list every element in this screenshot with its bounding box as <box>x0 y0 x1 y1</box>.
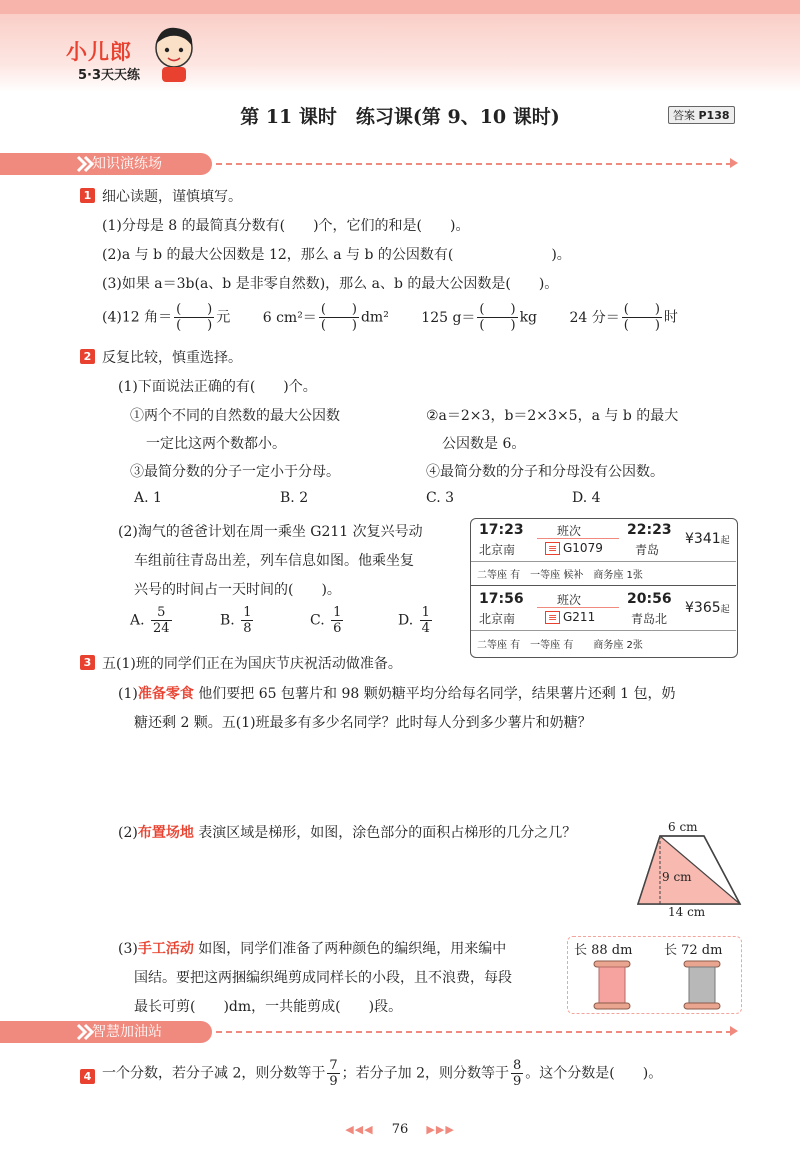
lesson-title: 第 11 课时 练习课(第 9、10 课时) <box>240 106 560 128</box>
question-number-4: 4 <box>80 1069 95 1084</box>
q1-heading: 细心读题，谨慎填写。 <box>102 189 242 205</box>
section-header-wisdom: 智慧加油站 <box>0 1021 212 1043</box>
q3-part3-line3: 最长可剪( )dm，一共能剪成( )段。 <box>134 999 403 1015</box>
question-number-1: 1 <box>80 188 95 203</box>
page-number: 76 <box>391 1122 409 1137</box>
blank-fraction[interactable]: $\frac{( )}{( )}$ <box>479 302 516 333</box>
ticket2-price: ¥365起 <box>685 600 730 616</box>
q3-part1-line2: 糖还剩 2 颗。五(1)班最多有多少名同学？此时每人分到多少薯片和奶糖？ <box>134 715 592 731</box>
section-header-knowledge: 知识演练场 <box>0 153 212 175</box>
statement-1a: ①两个不同的自然数的最大公因数 <box>130 408 340 424</box>
option-b-fraction[interactable]: B. $\frac{1}{8}$ <box>220 605 252 636</box>
q1-part3: (3)如果 a＝3b(a、b 是非零自然数)，那么 a、b 的最大公因数是( )。 <box>102 276 559 292</box>
answer-reference <box>668 106 735 124</box>
ticket2-dep-station: 北京南 <box>479 612 516 626</box>
tag-venue: 布置场地 <box>137 825 194 841</box>
ticket2-dep-time: 17:56 <box>479 591 524 607</box>
option-a-fraction[interactable]: A. $\frac{5}{24}$ <box>130 605 170 636</box>
q2-part2-line2: 车组前往青岛出差，列车信息如图。他乘坐复 <box>134 553 414 569</box>
question-number-3: 3 <box>80 655 95 670</box>
question-number-2: 2 <box>80 349 95 364</box>
answer-page: P138 <box>698 109 730 122</box>
arrow-line <box>537 538 619 539</box>
statement-4: ④最简分数的分子和分母没有公因数。 <box>426 464 664 480</box>
ticket2-arr-station: 青岛北 <box>631 612 668 626</box>
q2-part2-line3: 兴号的时间占一天时间的( )。 <box>134 582 341 598</box>
ticket1-banci: 班次 <box>557 524 582 538</box>
q1-part4: (4)12 角＝ $\frac{( )}{( )}$ 元 6 cm²＝ $\frac{( )}{( )}$ dm² 125 g＝ $\frac{( )}{( )}$ kg 24 分＝ $\frac{( )}{( )}$ 时 <box>102 302 678 333</box>
option-c[interactable]: C. 3 <box>426 490 455 506</box>
gray-spool-icon <box>680 959 724 1011</box>
spool1-label: 长 88 dm <box>574 943 633 958</box>
option-d-fraction[interactable]: D. $\frac{1}{4}$ <box>398 605 430 636</box>
q3-heading: 五(1)班的同学们正在为国庆节庆祝活动做准备。 <box>102 656 402 672</box>
ticket1-price: ¥341起 <box>685 531 730 547</box>
option-a[interactable]: A. 1 <box>134 490 162 506</box>
section-divider <box>216 1031 732 1033</box>
tag-craft: 手工活动 <box>137 941 194 957</box>
ticket-icon: ≡ <box>545 611 560 624</box>
ticket2-train: G211 <box>563 610 596 624</box>
q3-part1-line1: (1)准备零食 他们要把 65 包薯片和 98 颗奶糖平均分给每名同学，结果薯片还剩 1 包，奶 <box>118 686 676 702</box>
q3-part2: (2)布置场地 表演区域是梯形，如图，涂色部分的面积占梯形的几分之几？ <box>118 825 577 841</box>
ticket2-banci: 班次 <box>557 593 582 607</box>
ticket1-arr-time: 22:23 <box>627 522 672 538</box>
option-d[interactable]: D. 4 <box>572 490 601 506</box>
footer-right-arrows-icon: ▶▶▶ <box>426 1123 455 1136</box>
statement-2b: 公因数是 6。 <box>442 436 526 452</box>
divider <box>471 630 736 631</box>
header-strip <box>0 0 800 14</box>
answer-label: 答案 <box>673 109 695 122</box>
arrow-right-icon <box>728 1025 740 1037</box>
logo-subtitle: 5·3天天练 <box>78 68 141 83</box>
q1-part1: (1)分母是 8 的最简真分数有( )个，它们的和是( )。 <box>102 218 470 234</box>
double-arrow-icon <box>76 155 96 173</box>
q3-part3-line2: 国结。要把这两捆编织绳剪成同样长的小段，且不浪费，每段 <box>134 970 512 986</box>
divider <box>471 561 736 562</box>
footer-left-arrows-icon: ◀◀◀ <box>345 1123 374 1136</box>
train-info-panel <box>470 518 738 658</box>
statement-1b: 一定比这两个数都小。 <box>146 436 286 452</box>
q2-heading: 反复比较，慎重选择。 <box>102 350 242 366</box>
q2-part1: (1)下面说法正确的有( )个。 <box>118 379 317 395</box>
trapezoid-height-label: 9 cm <box>662 870 692 884</box>
statement-3: ③最简分数的分子一定小于分母。 <box>130 464 340 480</box>
double-arrow-icon <box>76 1023 96 1041</box>
ticket1-arr-station: 青岛 <box>635 543 660 557</box>
q2-part2-line1: (2)淘气的爸爸计划在周一乘坐 G211 次复兴号动 <box>118 524 423 540</box>
section-divider <box>216 163 732 165</box>
pink-spool-icon <box>590 959 634 1011</box>
spool-figure <box>567 936 742 1014</box>
page-footer <box>0 1122 800 1137</box>
logo-text: 小儿郎 <box>66 40 132 64</box>
q1-part2: (2)a 与 b 的最大公因数是 12，那么 a 与 b 的公因数有( )。 <box>102 247 571 263</box>
spool2-label: 长 72 dm <box>664 943 723 958</box>
arrow-line <box>537 607 619 608</box>
blank-fraction[interactable]: $\frac{( )}{( )}$ <box>320 302 357 333</box>
arrow-right-icon <box>728 157 740 169</box>
divider <box>471 585 736 586</box>
trapezoid-bottom-label: 14 cm <box>668 905 706 919</box>
ticket1-seats: 二等座 有 一等座 候补 商务座 1张 <box>477 570 643 581</box>
mascot-icon <box>148 24 200 84</box>
ticket2-arr-time: 20:56 <box>627 591 672 607</box>
q3-part3-line1: (3)手工活动 如图，同学们准备了两种颜色的编织绳，用来编中 <box>118 941 507 957</box>
trapezoid-top-label: 6 cm <box>668 820 698 834</box>
ticket2-seats: 二等座 有 一等座 有 商务座 2张 <box>477 640 643 651</box>
tag-snacks: 准备零食 <box>137 686 194 702</box>
option-b[interactable]: B. 2 <box>280 490 309 506</box>
blank-fraction[interactable]: $\frac{( )}{( )}$ <box>623 302 660 333</box>
blank-fraction[interactable]: $\frac{( )}{( )}$ <box>176 302 213 333</box>
ticket-icon: ≡ <box>545 542 560 555</box>
statement-2a: ②a＝2×3，b＝2×3×5，a 与 b 的最大 <box>426 408 679 424</box>
ticket1-dep-time: 17:23 <box>479 522 524 538</box>
q4-text: 一个分数，若分子减 2，则分数等于 $\frac{7}{9}$ ；若分子加 2，则分数等于 $\frac{8}{9}$ 。这个分数是( )。 <box>102 1058 663 1089</box>
ticket1-dep-station: 北京南 <box>479 543 516 557</box>
option-c-fraction[interactable]: C. $\frac{1}{6}$ <box>310 605 342 636</box>
ticket1-train: G1079 <box>563 541 603 555</box>
